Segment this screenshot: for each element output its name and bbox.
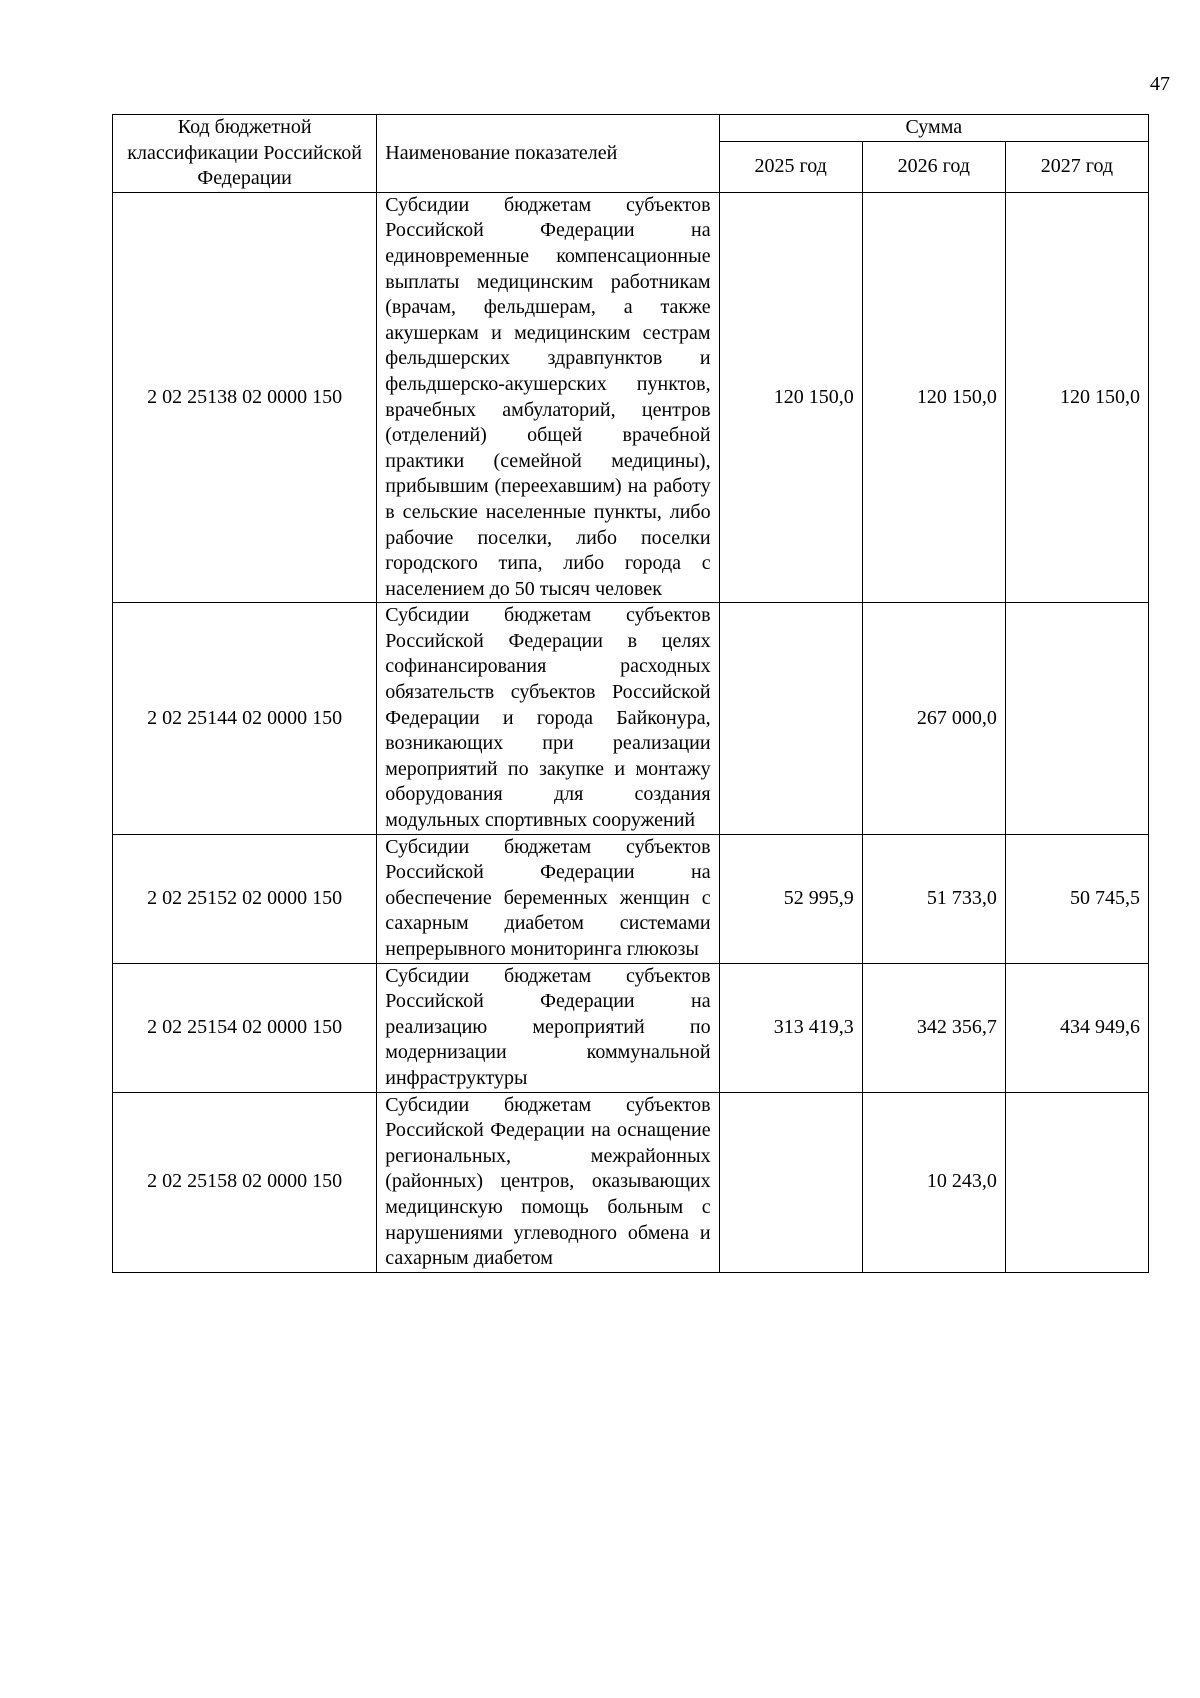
table-row (113, 963, 1149, 1092)
row-amount-2025 (719, 1092, 862, 1272)
row-code: 2 02 25144 02 0000 150 (113, 603, 377, 834)
row-name: Субсидии бюджетам субъектов Российской Федерации на обеспечение беременных женщин с сахарным диабетом системами непрерывного мониторинга глюкозы (377, 834, 719, 963)
header-name: Наименование показателей (377, 115, 719, 193)
row-name: Субсидии бюджетам субъектов Российской Федерации на реализацию мероприятий по модернизации коммунальной инфраструктуры (377, 963, 719, 1092)
row-amount-2026: 10 243,0 (862, 1092, 1005, 1272)
row-code: 2 02 25158 02 0000 150 (113, 1092, 377, 1272)
header-year-2027: 2027 год (1005, 141, 1148, 192)
row-amount-2027: 434 949,6 (1005, 963, 1148, 1092)
row-amount-2025: 120 150,0 (719, 192, 862, 603)
table-row (113, 1092, 1149, 1272)
row-code: 2 02 25138 02 0000 150 (113, 192, 377, 603)
table-row (113, 603, 1149, 834)
row-code: 2 02 25152 02 0000 150 (113, 834, 377, 963)
row-amount-2027: 120 150,0 (1005, 192, 1148, 603)
page-number: 47 (1150, 73, 1170, 95)
row-amount-2027 (1005, 1092, 1148, 1272)
row-code: 2 02 25154 02 0000 150 (113, 963, 377, 1092)
row-amount-2025: 52 995,9 (719, 834, 862, 963)
row-amount-2027: 50 745,5 (1005, 834, 1148, 963)
header-sum: Сумма (719, 115, 1148, 142)
row-amount-2026: 120 150,0 (862, 192, 1005, 603)
header-year-2026: 2026 год (862, 141, 1005, 192)
table-row (113, 192, 1149, 603)
row-name: Субсидии бюджетам субъектов Российской Федерации на оснащение региональных, межрайонных (районных) центров, оказывающих медицинскую помощь больным с нарушениями углеводного обмена и сахарным диабетом (377, 1092, 719, 1272)
row-amount-2025: 313 419,3 (719, 963, 862, 1092)
table-row (113, 834, 1149, 963)
budget-table (112, 114, 1149, 1273)
row-amount-2026: 51 733,0 (862, 834, 1005, 963)
row-name: Субсидии бюджетам субъектов Российской Федерации на единовременные компенсационные выплаты медицинским работникам (врачам, фельдшерам, а также акушеркам и медицинским сестрам фельдшерских здравпунктов и фельдшерско-акушерских пунктов, врачебных амбулаторий, центров (отделений) общей врачебной практики (семейной медицины), прибывшим (переехавшим) на работу в сельские населенные пункты, либо рабочие поселки, либо поселки городского типа, либо города с населением до 50 тысяч человек (377, 192, 719, 603)
row-amount-2025 (719, 603, 862, 834)
header-row-top (113, 115, 1149, 142)
row-amount-2026: 267 000,0 (862, 603, 1005, 834)
row-amount-2027 (1005, 603, 1148, 834)
header-code: Код бюджетной классификации Российской Федерации (113, 115, 377, 193)
row-amount-2026: 342 356,7 (862, 963, 1005, 1092)
row-name: Субсидии бюджетам субъектов Российской Федерации в целях софинансирования расходных обязательств субъектов Российской Федерации и города Байконура, возникающих при реализации мероприятий по закупке и монтажу оборудования для создания модульных спортивных сооружений (377, 603, 719, 834)
header-year-2025: 2025 год (719, 141, 862, 192)
